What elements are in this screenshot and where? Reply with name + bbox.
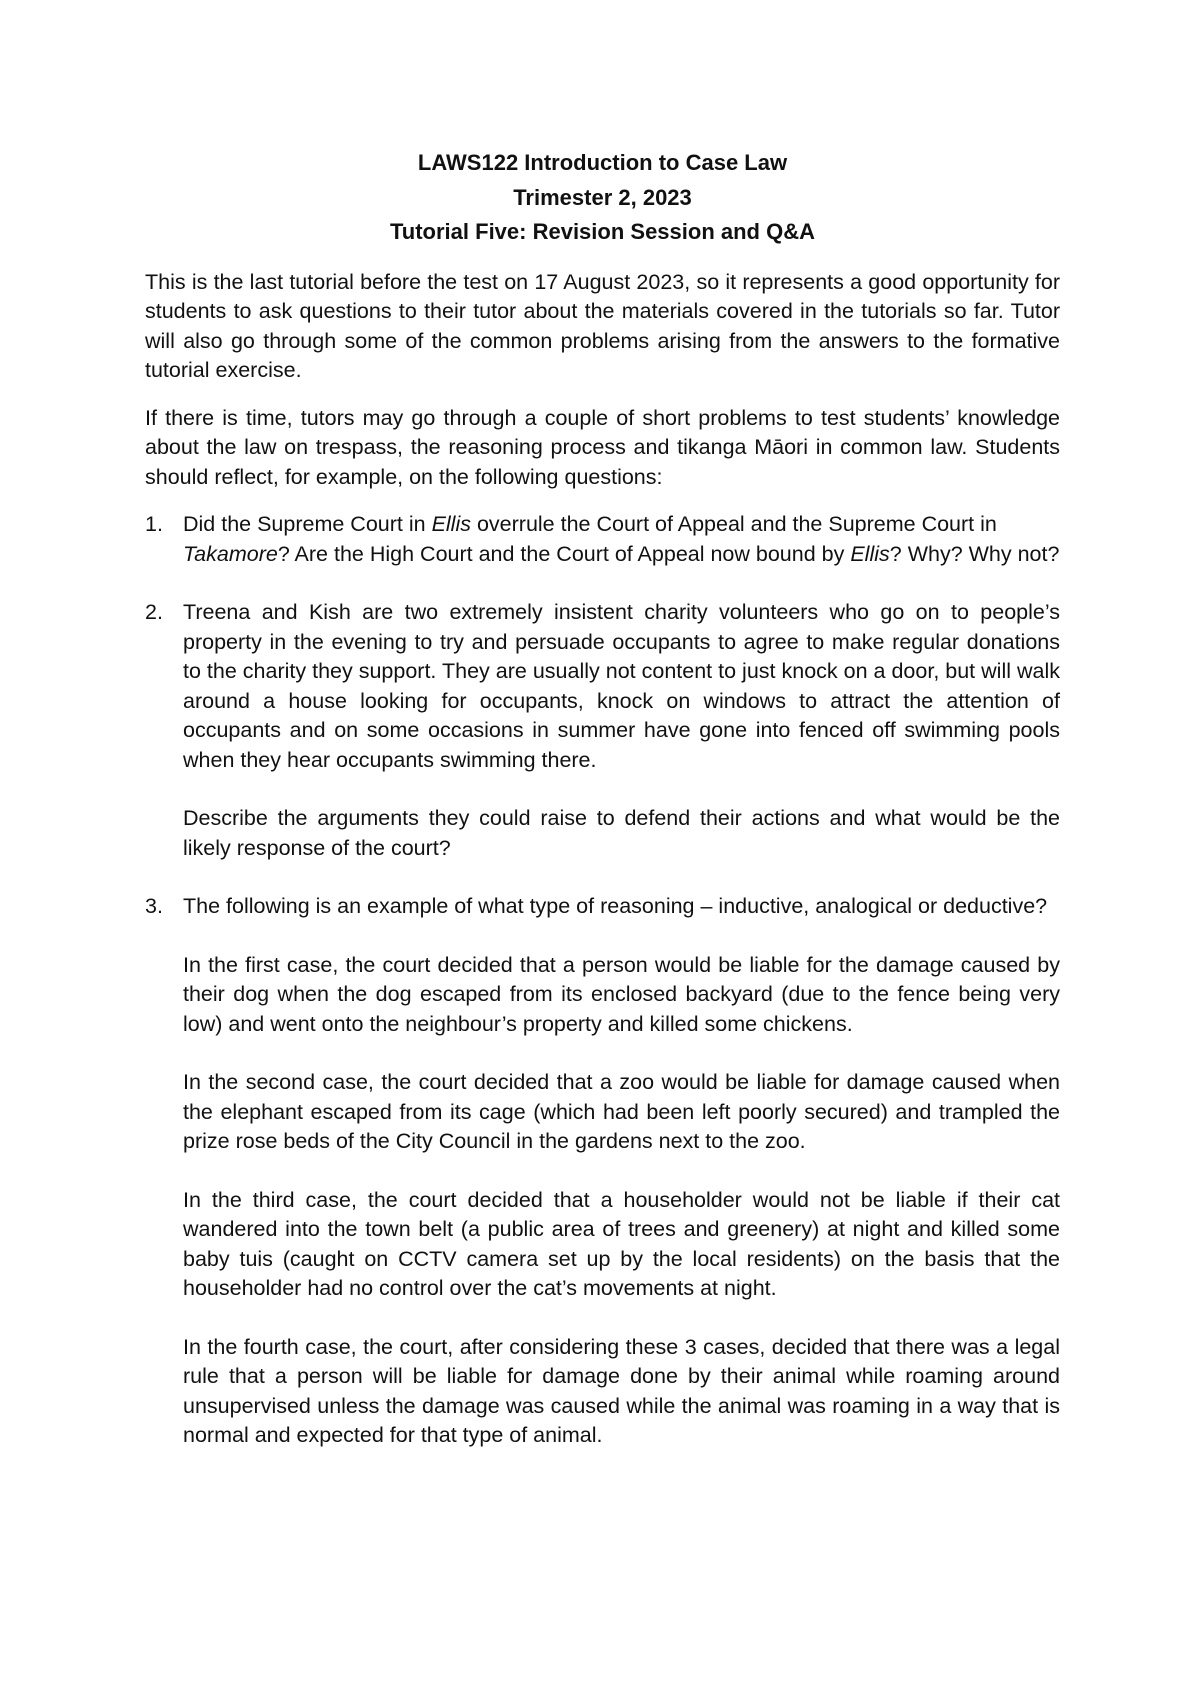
- trimester-title: Trimester 2, 2023: [513, 184, 692, 210]
- intro-paragraph-1: This is the last tutorial before the test on 17 August 2023, so it represents a good opportunity for students to ask questions to their tutor about the materials covered in the tutorials so far. Tutor will also go through some of the common problems arising from the answers to the formative tutorial exercise.: [145, 269, 1060, 382]
- question-1: [145, 510, 1060, 569]
- course-title: LAWS122 Introduction to Case Law: [417, 150, 788, 175]
- question-2: [145, 598, 1060, 863]
- question-3-second-case: In the second case, the court decided that a zoo would be liable for damage caused when the elephant escaped from its cage (which had been left poorly secured) and trampled the prize rose beds of the City Council in the gardens next to the zoo.: [183, 1070, 1060, 1153]
- question-body: [183, 892, 1060, 1451]
- question-number: 3.: [145, 894, 163, 918]
- case-name: Ellis: [850, 541, 890, 566]
- question-3-fourth-case: In the fourth case, the court, after considering these 3 cases, decided that there was a legal rule that a person will be liable for damage done by their animal while roaming around unsupervised unless the damage was caused while the animal was roaming in a way that is normal and expected for that type of animal.: [183, 1334, 1060, 1447]
- document-body: [145, 146, 1060, 1480]
- question-2-scenario: Treena and Kish are two extremely insistent charity volunteers who go on to people’s property in the evening to try and persuade occupants to agree to make regular donations to the charity they support. They are usually not content to just knock on a door, but will walk around a house looking for occupants, knock on windows to attract the attention of occupants and on some occasions in summer have gone into fenced off swimming pools when they hear occupants swimming there.: [183, 600, 1060, 772]
- question-3-prompt: The following is an example of what type of reasoning – inductive, analogical or deductive?: [183, 894, 1048, 918]
- question-3: [145, 892, 1060, 1451]
- question-number: 2.: [145, 600, 163, 624]
- text-run: ? Are the High Court and the Court of Appeal now bound by: [277, 541, 851, 566]
- question-1-text: [183, 510, 1060, 569]
- case-name: Ellis: [431, 512, 471, 536]
- question-3-first-case: In the first case, the court decided that a person would be liable for the damage caused by their dog when the dog escaped from its enclosed backyard (due to the fence being very low) and went onto the neighbour’s property and killed some chickens.: [183, 952, 1060, 1036]
- question-body: [183, 510, 1060, 569]
- text-run: ? Why? Why not?: [889, 541, 1060, 566]
- case-name: Takamore: [183, 541, 278, 566]
- tutorial-title: Tutorial Five: Revision Session and Q&A: [389, 219, 815, 244]
- question-2-prompt: Describe the arguments they could raise to defend their actions and what would be the likely response of the court?: [183, 806, 1060, 860]
- question-body: [183, 598, 1060, 863]
- question-list: [145, 510, 1060, 1451]
- text-run: overrule the Court of Appeal and the Supreme Court in: [470, 512, 997, 536]
- text-run: Did the Supreme Court in: [183, 512, 432, 536]
- question-3-third-case: In the third case, the court decided that a householder would not be liable if their cat wandered into the town belt (a public area of trees and greenery) at night and killed some baby tuis (caught on CCTV camera set up by the local residents) on the basis that the householder had no control over the cat’s movements at night.: [183, 1187, 1060, 1300]
- intro-paragraph-2: If there is time, tutors may go through a couple of short problems to test students’ knowledge about the law on trespass, the reasoning process and tikanga Māori in common law. Students should reflect, for example, on the following questions:: [145, 405, 1060, 489]
- document-title-block: [145, 146, 1060, 250]
- question-number: 1.: [145, 512, 163, 536]
